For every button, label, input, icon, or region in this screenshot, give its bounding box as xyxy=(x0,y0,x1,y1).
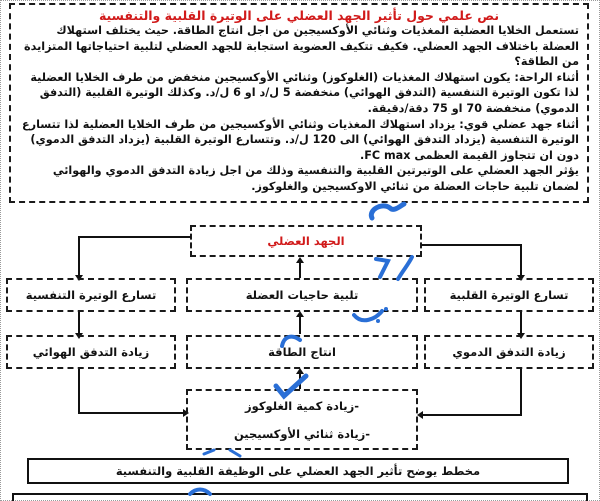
pen-annotation-icon xyxy=(272,372,312,400)
oxygen-increase-label: -زيادة ثنائي الأوكسيجين xyxy=(233,426,371,441)
connector xyxy=(78,236,191,238)
muscle-needs-label: تلبية حاجيات العضلة xyxy=(245,288,359,302)
arrow-right-icon xyxy=(78,412,184,414)
intro-paragraph: تستعمل الخلايا العضلية المغذيات وثنائي الأوكسيجين من اجل انتاج الطاقة. حيث يختلف استهلاك العضلة باختلاف الجهد العضلي. فكيف تتكيف العضوية استجابة للجهد العضلي لتلبية احتياجاتها المتزايدة من الطاقة؟ xyxy=(24,24,579,69)
glucose-increase-label: -زيادة كمية الغلوكوز xyxy=(245,398,359,413)
pen-annotation-icon xyxy=(278,330,308,350)
pen-annotation-icon xyxy=(360,198,410,228)
text-title: نص علمي حول تأثير الجهد العضلي على الوتيرة القلبية والتنفسية xyxy=(98,8,500,23)
arrow-left-icon xyxy=(422,414,522,416)
connector xyxy=(421,244,521,246)
conclusion-paragraph: يؤثر الجهد العضلي على الوتيرتين القلبية والتنفسية وذلك من اجل زيادة التدفق الدموي والهوائي لضمان تلبية حاجات العضلة من ثنائي الاوكسيجين والغلوكوز. xyxy=(52,164,579,193)
respiratory-rate-label: تسارع الوتيرة التنفسية xyxy=(25,288,157,302)
muscular-effort-box xyxy=(190,225,422,257)
energy-production-label: انتاج الطاقة xyxy=(268,345,336,359)
scientific-text-box xyxy=(9,3,589,203)
rest-paragraph: أثناء الراحة: يكون استهلاك المغذيات (الغلوكوز) وثنائي الأوكسيجين منخفض من طرف الخلايا العضلية لذا تكون الوتيرة التنفسية (التدفق الهوائي) منخفضة 5 ل/د او 6 ل/د. وكذلك الوتيرة القلبية (التدفق الدموي) منخفضة 70 او 75 دقة/دقيقة. xyxy=(30,70,579,115)
pen-annotation-icon xyxy=(200,448,250,462)
heart-rate-box xyxy=(424,278,594,312)
arrow-down-icon xyxy=(78,312,80,334)
blood-flow-label: زيادة التدفق الدموي xyxy=(452,345,566,359)
next-section-border xyxy=(12,493,588,501)
airflow-label: زيادة التدفق الهوائي xyxy=(32,345,150,359)
arrow-up-icon xyxy=(299,262,301,278)
pen-annotation-icon xyxy=(352,303,392,327)
connector xyxy=(78,369,80,413)
pen-annotation-icon xyxy=(372,255,422,285)
blood-flow-box xyxy=(424,335,594,369)
pen-annotation-icon xyxy=(186,486,216,498)
diagram-caption xyxy=(27,458,569,484)
connector xyxy=(520,369,522,415)
muscular-effort-label: الجهد العضلي xyxy=(267,234,345,248)
airflow-box xyxy=(6,335,176,369)
respiratory-rate-box xyxy=(6,278,176,312)
arrow-down-icon xyxy=(520,312,522,334)
heart-rate-label: تسارع الوتيرة القلبية xyxy=(449,288,569,302)
arrow-down-icon xyxy=(78,236,80,276)
diagram-caption-label: مخطط يوضح تأثير الجهد العضلي على الوظيفة القلبية والتنفسية xyxy=(115,464,481,478)
arrow-down-icon xyxy=(520,244,522,276)
effort-paragraph: أثناء جهد عضلي قوي: يزداد استهلاك المغذيات وثنائي الأوكسيجين من طرف الخلايا العضلية لذا تتسارع الوتيرة التنفسية (يزداد التدفق الهوائي) الى 120 ل/د. وتتسارع الوتيرة القلبية (يزداد التدفق الدموي) دون ان تتجاوز القيمة العظمى FC max. xyxy=(22,117,579,162)
